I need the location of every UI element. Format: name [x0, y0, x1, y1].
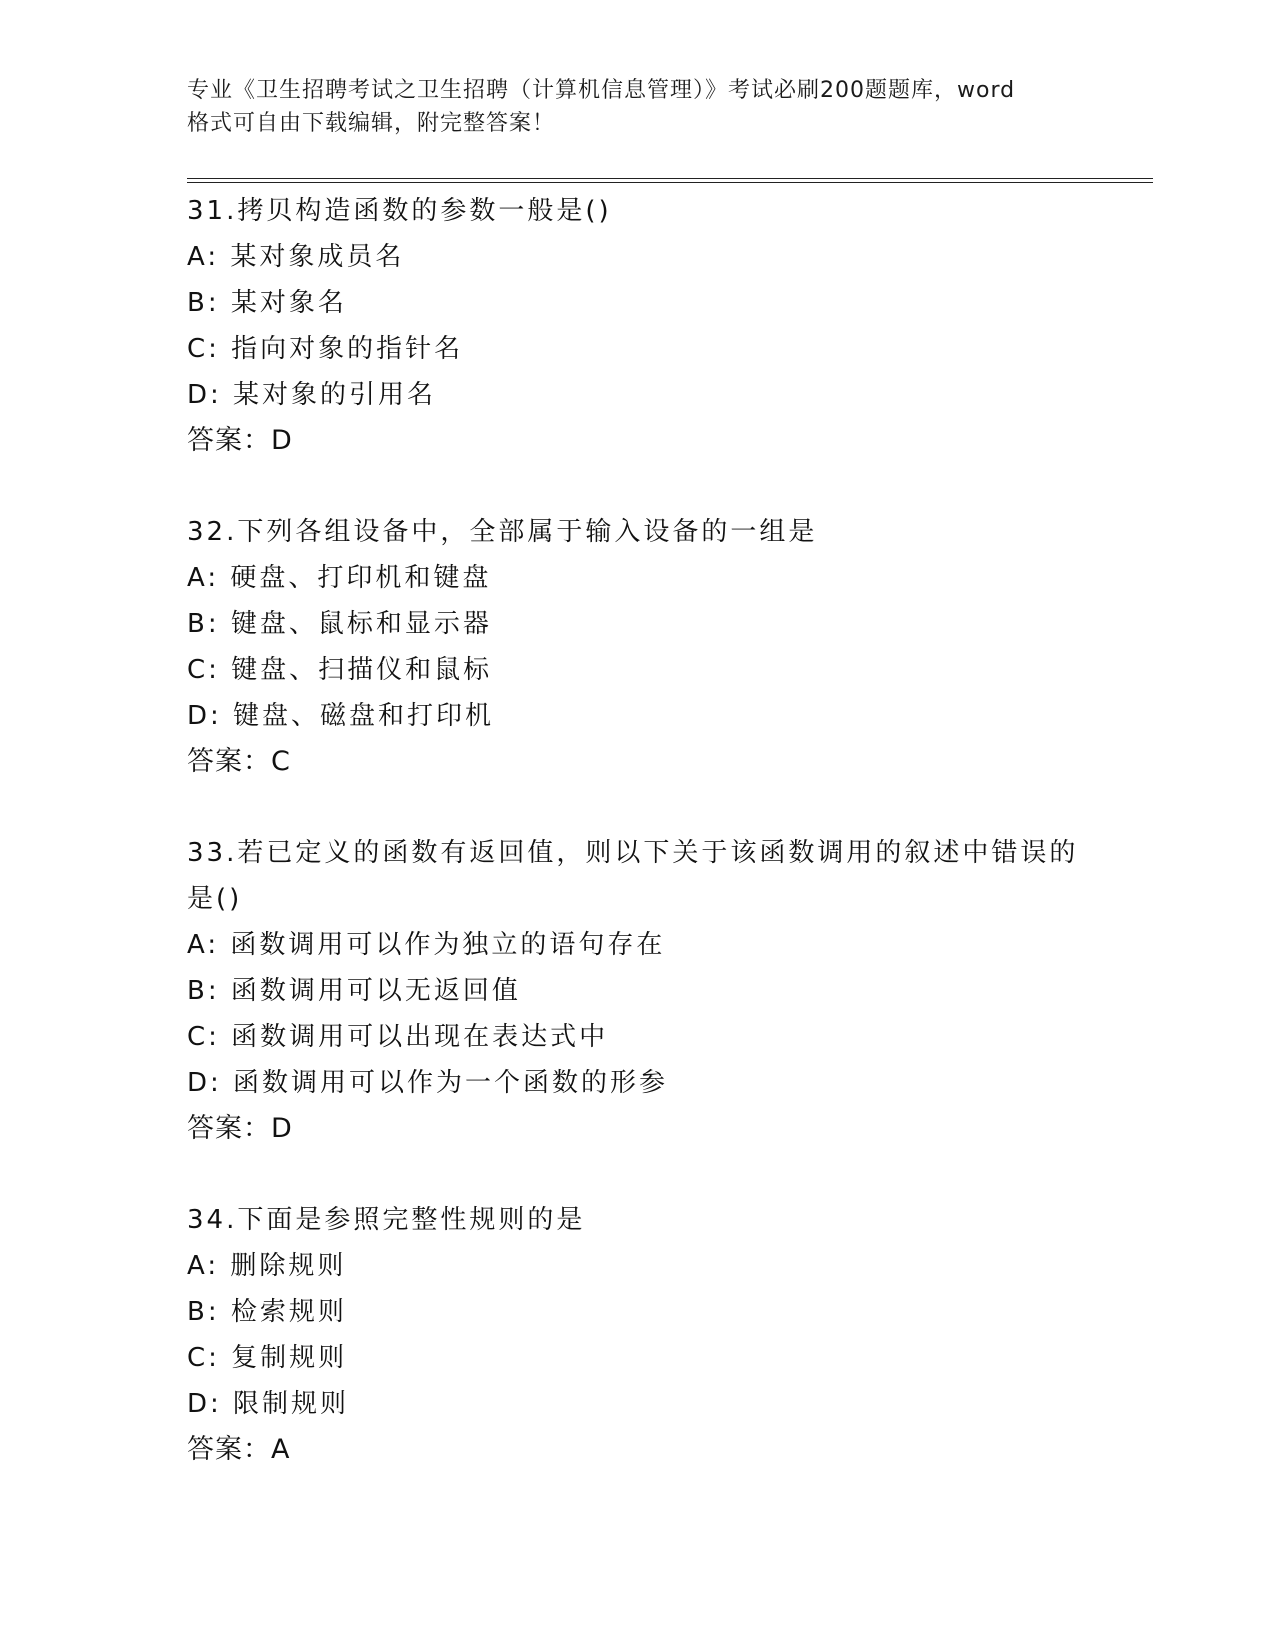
option-d: D: 某对象的引用名: [187, 380, 437, 410]
option-c: C: 函数调用可以出现在表达式中: [187, 1022, 609, 1052]
option-a: A: 函数调用可以作为独立的语句存在: [187, 930, 666, 960]
question-stem: 33.若已定义的函数有返回值，则以下关于该函数调用的叙述中错误的: [187, 838, 1079, 868]
option-d: D: 键盘、磁盘和打印机: [187, 701, 495, 731]
option-b: B: 键盘、鼠标和显示器: [187, 609, 492, 639]
question-stem: 34.下面是参照完整性规则的是: [187, 1205, 586, 1235]
question-33: [187, 830, 1147, 1152]
question-31: [187, 188, 1147, 464]
answer-line: 答案：D: [187, 1113, 293, 1144]
option-d: D: 函数调用可以作为一个函数的形参: [187, 1068, 669, 1098]
answer-line: 答案：C: [187, 746, 291, 777]
option-a: A: 某对象成员名: [187, 242, 405, 272]
option-b: B: 检索规则: [187, 1297, 347, 1327]
answer-line: 答案：A: [187, 1434, 291, 1465]
option-c: C: 指向对象的指针名: [187, 334, 464, 364]
question-34: [187, 1197, 1147, 1473]
question-stem: 31.拷贝构造函数的参数一般是(): [187, 196, 612, 226]
question-stem-continued: 是(): [187, 884, 243, 914]
document-header: [187, 74, 1087, 140]
option-a: A: 删除规则: [187, 1251, 347, 1281]
answer-line: 答案：D: [187, 425, 293, 456]
question-list: [187, 188, 1147, 1518]
header-line-2: 格式可自由下载编辑，附完整答案！: [187, 111, 556, 136]
header-line-1: 专业《卫生招聘考试之卫生招聘（计算机信息管理）》考试必刷200题题库，word: [187, 78, 1016, 103]
option-b: B: 函数调用可以无返回值: [187, 976, 521, 1006]
option-c: C: 复制规则: [187, 1343, 348, 1373]
option-a: A: 硬盘、打印机和键盘: [187, 563, 492, 593]
option-b: B: 某对象名: [187, 288, 347, 318]
option-d: D: 限制规则: [187, 1389, 350, 1419]
question-stem: 32.下列各组设备中，全部属于输入设备的一组是: [187, 517, 818, 547]
option-c: C: 键盘、扫描仪和鼠标: [187, 655, 493, 685]
question-32: [187, 509, 1147, 785]
header-divider: [187, 178, 1153, 183]
